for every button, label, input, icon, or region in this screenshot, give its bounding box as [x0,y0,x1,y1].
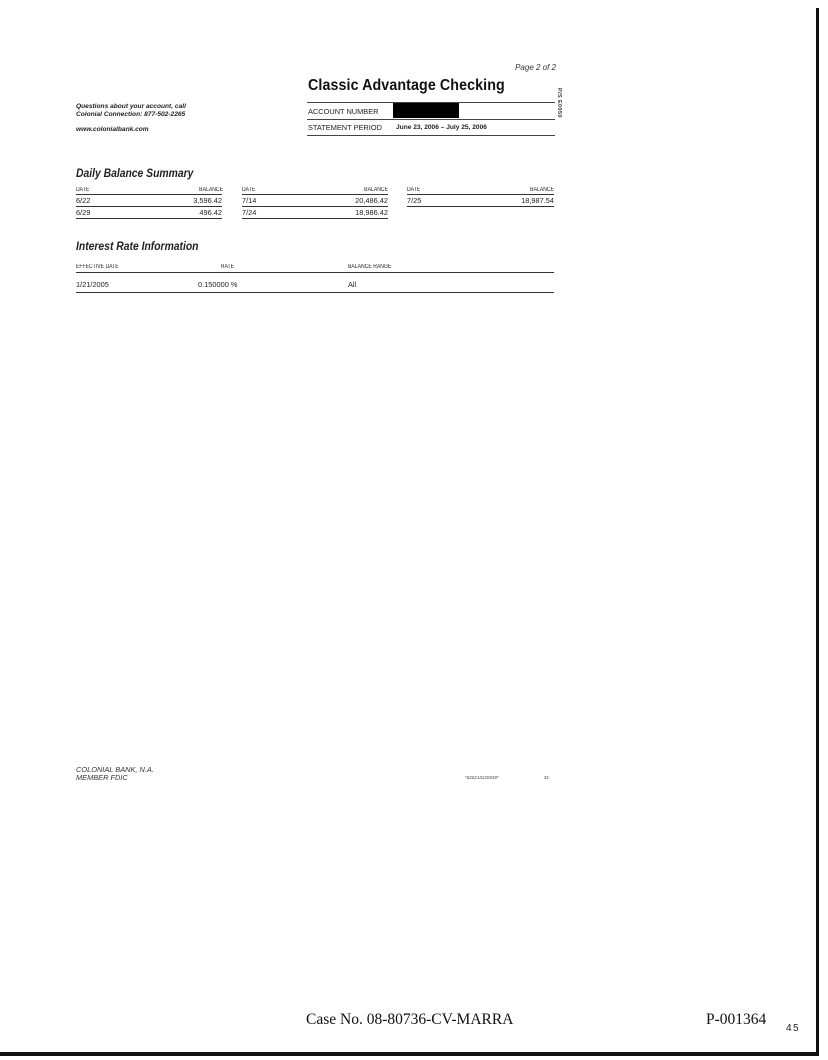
interest-header-rule [76,272,554,273]
footer-code: *020210220030* [465,775,500,780]
bates-number: P-001364 [706,1011,767,1028]
header-rule [76,194,222,195]
account-bottom-rule [307,119,555,120]
balance-header: BALANCE [364,187,388,193]
page-border-bottom [0,1052,819,1056]
case-number: Case No. 08-80736-CV-MARRA [306,1011,514,1028]
row-rule [76,218,222,219]
row-rule [242,206,388,207]
balance-range-value: All [348,280,357,289]
page-number: Page 2 of 2 [515,63,556,72]
date-header: DATE [242,187,256,193]
date-header: DATE [407,187,421,193]
side-code: P/S E0050 [556,88,562,118]
balance-date: 7/25 [407,196,422,205]
page-border-right [816,8,819,1054]
balance-header: BALANCE [530,187,554,193]
balance-amount: 496.42 [199,208,222,217]
row-rule [407,206,554,207]
effective-date-value: 1/21/2005 [76,280,109,289]
website-link[interactable]: www.colonialbank.com [76,126,149,133]
rate-value: 0.150000 % [198,280,238,289]
balance-amount: 18,987.54 [521,196,554,205]
header-rule [242,194,388,195]
daily-balance-heading: Daily Balance Summary [76,168,194,180]
balance-date: 7/14 [242,196,257,205]
row-rule [242,218,388,219]
contact-line-1: Questions about your account, call [76,103,186,110]
bank-name: COLONIAL BANK, N.A. [76,765,154,774]
balance-header: BALANCE [199,187,223,193]
interest-rate-heading: Interest Rate Information [76,241,199,253]
interest-bottom-rule [76,292,554,293]
balance-date: 6/22 [76,196,91,205]
date-header: DATE [76,187,90,193]
member-fdic: MEMBER FDIC [76,773,128,782]
page-corner-number: 45 [786,1023,801,1034]
contact-line-2: Colonial Connection: 877-502-2265 [76,110,186,118]
contact-info [76,103,186,118]
balance-date: 7/24 [242,208,257,217]
balance-amount: 3,596.42 [193,196,222,205]
statement-period-value: June 23, 2006 – July 25, 2006 [396,124,487,131]
bank-footer [76,766,154,782]
account-number-label: ACCOUNT NUMBER [308,107,379,116]
redacted-account-number [393,103,459,118]
period-bottom-rule [307,135,555,136]
statement-period-label: STATEMENT PERIOD [308,123,382,132]
document-title: Classic Advantage Checking [308,77,505,94]
effective-date-header: EFFECTIVE DATE [76,264,119,270]
balance-amount: 18,986.42 [355,208,388,217]
row-rule [76,206,222,207]
header-rule [407,194,554,195]
footer-number: 32 [544,775,549,780]
balance-amount: 20,486.42 [355,196,388,205]
balance-range-header: BALANCE RANGE [348,264,392,270]
rate-header: RATE [220,264,234,270]
balance-date: 6/29 [76,208,91,217]
